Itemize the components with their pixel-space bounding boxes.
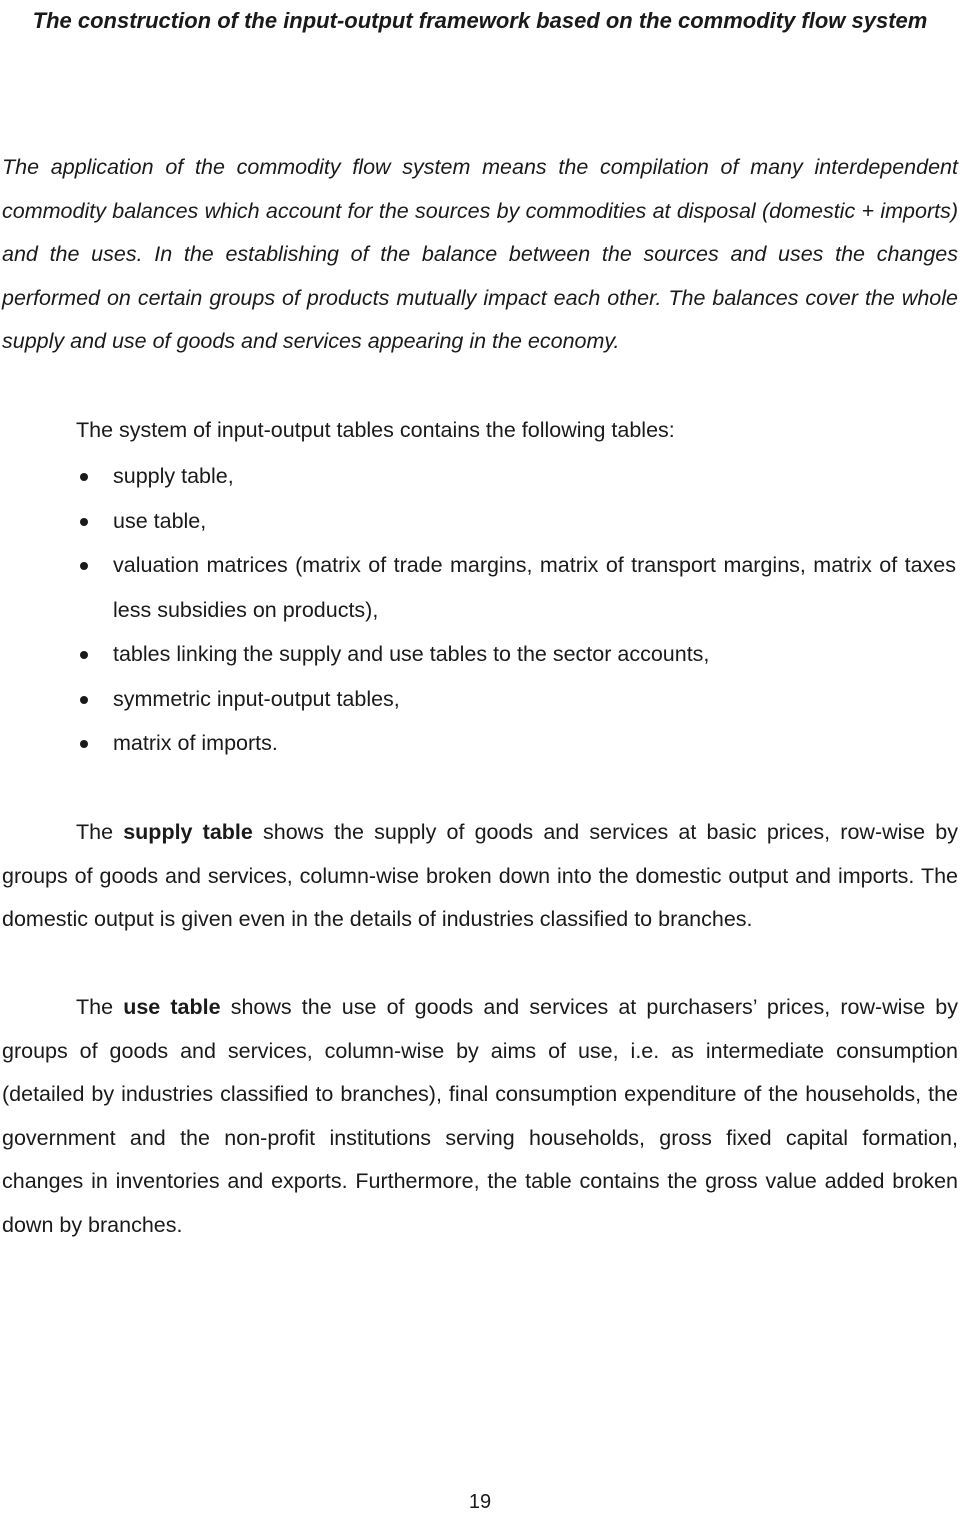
list-item-text: tables linking the supply and use tables to the sector accounts, <box>113 642 710 666</box>
bullet-icon <box>80 740 88 748</box>
list-item <box>0 454 960 499</box>
bullet-icon <box>80 473 88 481</box>
tables-intro: The system of input-output tables contains the following tables: <box>76 418 675 442</box>
commodity-flow-paragraph: The application of the commodity flow system means the compilation of many interdependent commodity balances which account for the sources by commodities at disposal (domestic + imports) and the uses. In the establishing of the balance between the sources and uses the changes performed on certain groups of products mutually impact each other. The balances cover the whole supply and use of goods and services appearing in the economy. <box>2 155 958 354</box>
list-item-text: supply table, <box>113 464 234 488</box>
list-item-text: use table, <box>113 508 207 533</box>
supply-table-paragraph <box>2 811 958 942</box>
bullet-icon <box>80 518 88 526</box>
list-item-text: valuation matrices (matrix of trade margins, matrix of transport margins, matrix of taxes less subsidies on products), <box>113 553 956 622</box>
list-item <box>0 543 960 632</box>
list-item <box>0 677 960 722</box>
use-rest: shows the use of goods and services at purchasers’ prices, row-wise by groups of goods and services, column-wise by aims of use, i.e. as intermediate consumption (detailed by industries classified to branches), final consumption expenditure of the households, the government and the non-profit institutions serving households, gross fixed capital formation, changes in inventories and exports. Furthermore, the table contains the gross value added broken down by branches. <box>2 995 958 1237</box>
section-title: The construction of the input-output framework based on the commodity flow system <box>32 8 928 33</box>
bullet-icon <box>80 562 88 570</box>
list-item <box>0 721 960 766</box>
bullet-icon <box>80 696 88 704</box>
list-item <box>0 632 960 677</box>
supply-table-term: supply table <box>123 820 253 844</box>
use-lead: The <box>76 995 124 1019</box>
list-item <box>0 499 960 544</box>
bullet-icon <box>80 651 88 659</box>
page-number: 19 <box>468 1491 492 1513</box>
use-table-paragraph <box>2 986 958 1248</box>
tables-list <box>0 454 960 766</box>
supply-lead: The <box>76 820 124 844</box>
supply-rest: shows the supply of goods and services at basic prices, row-wise by groups of goods and services, column-wise broken down into the domestic output and imports. The domestic output is given even in the details of industries classified to branches. <box>2 820 958 932</box>
use-table-term: use table <box>123 995 221 1019</box>
list-item-text: matrix of imports. <box>113 731 278 755</box>
list-item-text: symmetric input-output tables, <box>113 686 400 711</box>
